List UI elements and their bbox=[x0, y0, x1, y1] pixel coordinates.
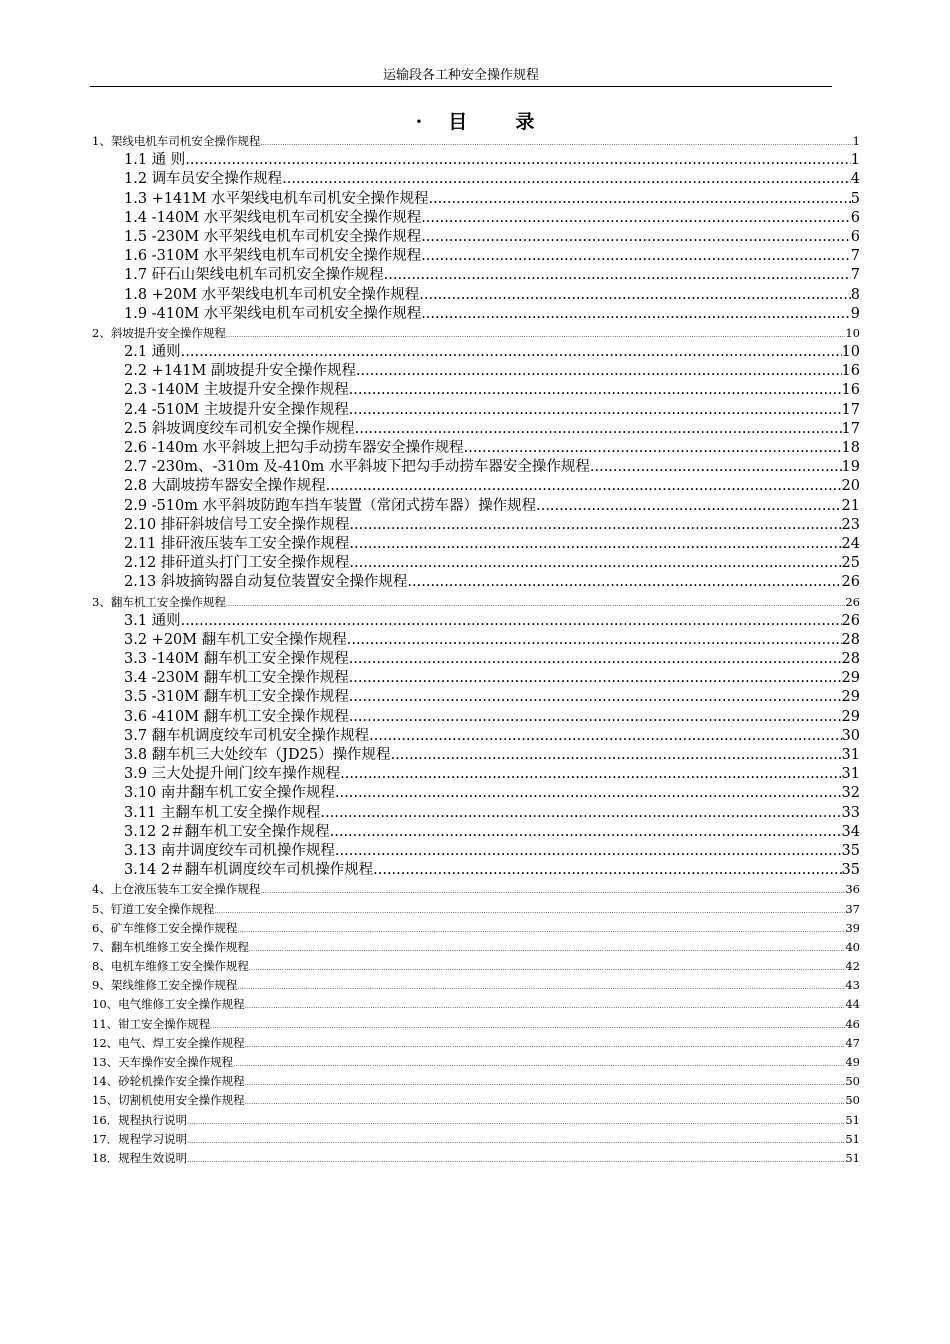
toc-entry-title: 2.12 排矸道头打门工安全操作规程 bbox=[124, 555, 350, 572]
toc-entry-title: 3.2 +20M 翻车机工安全操作规程 bbox=[124, 631, 347, 648]
toc-entry-title: 13、天车操作安全操作规程 bbox=[92, 1055, 234, 1069]
toc-page-number: 24 bbox=[841, 535, 860, 552]
toc-page-number: 17 bbox=[841, 401, 860, 418]
toc-page-number: 7 bbox=[850, 267, 860, 284]
toc-dot-leader bbox=[260, 134, 852, 151]
toc-chapter-entry[interactable] bbox=[92, 1149, 860, 1168]
toc-chapter-entry[interactable] bbox=[92, 1111, 860, 1130]
toc-section-entry[interactable] bbox=[92, 727, 860, 746]
toc-dot-leader bbox=[282, 170, 851, 189]
toc-section-entry[interactable] bbox=[92, 362, 860, 381]
toc-dot-leader bbox=[355, 420, 842, 439]
toc-page-number: 7 bbox=[850, 248, 860, 265]
toc-entry-title: 1.1 通 则 bbox=[124, 152, 186, 169]
toc-entry-title: 2.10 排矸斜坡信号工安全操作规程 bbox=[124, 516, 350, 533]
toc-entry-title: 1、架线电机车司机安全操作规程 bbox=[92, 134, 261, 148]
toc-section-entry[interactable] bbox=[92, 228, 860, 247]
toc-entry-title: 2.6 -140m 水平斜坡上把勾手动捞车器安全操作规程 bbox=[124, 440, 464, 456]
toc-dot-leader bbox=[210, 1017, 845, 1034]
toc-section-entry[interactable] bbox=[92, 477, 860, 496]
toc-dot-leader bbox=[407, 573, 841, 592]
toc-dot-leader bbox=[349, 535, 841, 554]
toc-entry-title: 2.8 大副坡捞车器安全操作规程 bbox=[124, 478, 326, 495]
toc-entry-title: 3.11 主翻车机工安全操作规程 bbox=[124, 804, 321, 821]
toc-page-number: 16 bbox=[841, 382, 860, 399]
toc-section-entry[interactable] bbox=[92, 631, 860, 650]
toc-page-number: 16 bbox=[841, 363, 860, 380]
toc-entry-title: 1.8 +20M 水平架线电机车司机安全操作规程 bbox=[124, 286, 420, 303]
toc-page-number: 4 bbox=[850, 171, 860, 188]
toc-entry-title: 3、翻车机工安全操作规程 bbox=[92, 594, 226, 609]
toc-entry-title: 6、矿车维修工安全操作规程 bbox=[92, 920, 238, 935]
toc-chapter-entry[interactable] bbox=[92, 957, 860, 976]
toc-section-entry[interactable] bbox=[92, 439, 860, 458]
toc-page-number: 9 bbox=[850, 305, 860, 322]
table-of-contents bbox=[92, 132, 860, 1168]
toc-dot-leader bbox=[335, 842, 842, 861]
toc-section-entry[interactable] bbox=[92, 804, 860, 823]
toc-entry-title: 11、钳工安全操作规程 bbox=[92, 1016, 211, 1031]
toc-page-number: 37 bbox=[845, 901, 860, 916]
toc-section-entry[interactable] bbox=[92, 554, 860, 573]
toc-page-number: 25 bbox=[841, 555, 860, 572]
toc-entry-title: 2.9 -510m 水平斜坡防跑车挡车装置（常闭式捞车器）操作规程 bbox=[124, 497, 537, 514]
toc-dot-leader bbox=[237, 921, 845, 938]
toc-section-entry[interactable] bbox=[92, 266, 860, 285]
toc-dot-leader bbox=[233, 1055, 845, 1072]
toc-dot-leader bbox=[245, 1036, 846, 1053]
toc-entry-title: 1.3 +141M 水平架线电机车司机安全操作规程 bbox=[124, 190, 429, 207]
toc-dot-leader bbox=[249, 940, 846, 957]
toc-dot-leader bbox=[330, 823, 842, 842]
toc-entry-title: 2.3 -140M 主坡提升安全操作规程 bbox=[124, 382, 349, 399]
toc-page-number: 35 bbox=[841, 842, 860, 859]
toc-entry-title: 9、架线维修工安全操作规程 bbox=[92, 978, 238, 993]
toc-dot-leader bbox=[249, 959, 846, 976]
toc-dot-leader bbox=[335, 784, 842, 803]
toc-entry-title: 1.2 调车员安全操作规程 bbox=[124, 171, 283, 188]
toc-dot-leader bbox=[349, 381, 842, 400]
toc-dot-leader bbox=[245, 1074, 846, 1091]
toc-dot-leader bbox=[349, 516, 841, 535]
toc-dot-leader bbox=[349, 688, 842, 707]
toc-dot-leader bbox=[181, 612, 842, 631]
toc-entry-title: 1.6 -310M 水平架线电机车司机安全操作规程 bbox=[124, 248, 422, 265]
toc-dot-leader bbox=[226, 595, 846, 612]
toc-section-entry[interactable] bbox=[92, 861, 860, 880]
toc-chapter-entry[interactable] bbox=[92, 976, 860, 995]
toc-page-number: 43 bbox=[845, 978, 860, 993]
toc-section-entry[interactable] bbox=[92, 535, 860, 554]
toc-dot-leader bbox=[421, 305, 851, 324]
toc-dot-leader bbox=[428, 190, 850, 209]
toc-section-entry[interactable] bbox=[92, 381, 860, 400]
toc-section-entry[interactable] bbox=[92, 420, 860, 439]
toc-dot-leader bbox=[421, 247, 851, 266]
toc-chapter-entry[interactable] bbox=[92, 1053, 860, 1072]
toc-page-number: 51 bbox=[845, 1131, 860, 1146]
toc-page-number: 26 bbox=[845, 594, 860, 609]
toc-entry-title: 3.3 -140M 翻车机工安全操作规程 bbox=[124, 651, 349, 668]
toc-page-number: 51 bbox=[845, 1150, 860, 1165]
toc-section-entry[interactable] bbox=[92, 669, 860, 688]
toc-entry-title: 10、电气维修工安全操作规程 bbox=[92, 997, 245, 1012]
toc-dot-leader bbox=[590, 458, 842, 477]
toc-entry-title: 3.9 三大处提升闸门绞车操作规程 bbox=[124, 766, 341, 783]
toc-dot-leader bbox=[245, 1093, 846, 1110]
toc-entry-title: 3.7 翻车机调度绞车司机安全操作规程 bbox=[124, 727, 370, 744]
toc-section-entry[interactable] bbox=[92, 151, 860, 170]
toc-chapter-entry[interactable] bbox=[92, 593, 860, 612]
toc-page-number: 32 bbox=[841, 785, 860, 802]
toc-entry-title: 4、上仓液压装车工安全操作规程 bbox=[92, 882, 261, 897]
toc-dot-leader bbox=[536, 497, 841, 516]
toc-dot-leader bbox=[347, 631, 842, 650]
toc-entry-title: 3.8 翻车机三大处绞车（JD25）操作规程 bbox=[124, 747, 391, 763]
toc-dot-leader bbox=[214, 902, 845, 919]
toc-section-entry[interactable] bbox=[92, 305, 860, 324]
toc-entry-title: 2、斜坡提升安全操作规程 bbox=[92, 325, 226, 340]
toc-page-number: 18 bbox=[841, 440, 860, 456]
toc-page-number: 20 bbox=[841, 478, 860, 495]
toc-page-number: 29 bbox=[841, 670, 860, 687]
toc-chapter-entry[interactable] bbox=[92, 1072, 860, 1091]
toc-dot-leader bbox=[464, 439, 842, 458]
toc-entry-title: 2.4 -510M 主坡提升安全操作规程 bbox=[124, 401, 349, 418]
toc-dot-leader bbox=[181, 343, 842, 362]
toc-entry-title: 5、钉道工安全操作规程 bbox=[92, 901, 215, 916]
toc-page-number: 29 bbox=[841, 689, 860, 706]
toc-entry-title: 2.11 排矸液压装车工安全操作规程 bbox=[124, 535, 350, 552]
toc-dot-leader bbox=[421, 209, 851, 228]
toc-page-number: 47 bbox=[845, 1035, 860, 1050]
toc-section-entry[interactable] bbox=[92, 842, 860, 861]
toc-dot-leader bbox=[237, 978, 845, 995]
toc-page-number: 1 bbox=[850, 152, 860, 169]
toc-entry-title: 12、电气、焊工安全操作规程 bbox=[92, 1035, 245, 1050]
toc-page-number: 29 bbox=[841, 708, 860, 725]
toc-dot-leader bbox=[356, 362, 842, 381]
toc-page-number: 39 bbox=[845, 920, 860, 935]
toc-section-entry[interactable] bbox=[92, 823, 860, 842]
toc-entry-title: 2.1 通则 bbox=[124, 344, 181, 361]
toc-page-number: 42 bbox=[845, 959, 860, 974]
toc-page-number: 40 bbox=[845, 939, 860, 954]
toc-dot-leader bbox=[245, 997, 846, 1014]
toc-chapter-entry[interactable] bbox=[92, 938, 860, 957]
toc-section-entry[interactable] bbox=[92, 765, 860, 784]
toc-section-entry[interactable] bbox=[92, 401, 860, 420]
toc-dot-leader bbox=[349, 650, 842, 669]
toc-dot-leader bbox=[391, 746, 842, 765]
toc-page-number: 26 bbox=[841, 612, 860, 629]
toc-dot-leader bbox=[326, 477, 842, 496]
toc-section-entry[interactable] bbox=[92, 746, 860, 765]
toc-entry-title: 15、切割机使用安全操作规程 bbox=[92, 1093, 245, 1108]
toc-section-entry[interactable] bbox=[92, 170, 860, 189]
toc-dot-leader bbox=[373, 861, 841, 880]
toc-section-entry[interactable] bbox=[92, 650, 860, 669]
toc-entry-title: 1.4 -140M 水平架线电机车司机安全操作规程 bbox=[124, 209, 422, 226]
toc-page-number: 50 bbox=[845, 1093, 860, 1108]
toc-dot-leader bbox=[419, 286, 851, 305]
running-header-title: 运输段各工种安全操作规程 bbox=[382, 68, 539, 83]
toc-page-number: 26 bbox=[841, 574, 860, 591]
toc-page-number: 30 bbox=[841, 727, 860, 744]
toc-entry-title: 1.9 -410M 水平架线电机车司机安全操作规程 bbox=[124, 305, 422, 322]
toc-chapter-entry[interactable] bbox=[92, 1015, 860, 1034]
toc-entry-title: 1.7 矸石山架线电机车司机安全操作规程 bbox=[124, 267, 384, 284]
toc-page-number: 10 bbox=[845, 325, 860, 340]
toc-entry-title: 3.1 通则 bbox=[124, 612, 181, 629]
toc-page-number: 23 bbox=[841, 516, 860, 533]
toc-page-number: 34 bbox=[841, 823, 860, 840]
toc-heading-char-1: 目 bbox=[448, 111, 468, 133]
toc-section-entry[interactable] bbox=[92, 190, 860, 209]
toc-dot-leader bbox=[185, 151, 850, 170]
toc-section-entry[interactable] bbox=[92, 612, 860, 631]
toc-page-number: 35 bbox=[841, 862, 860, 879]
toc-page-number: 1 bbox=[852, 134, 860, 148]
toc-section-entry[interactable] bbox=[92, 247, 860, 266]
toc-entry-title: 3.13 南井调度绞车司机操作规程 bbox=[124, 842, 335, 859]
toc-section-entry[interactable] bbox=[92, 286, 860, 305]
toc-page-number: 5 bbox=[850, 190, 860, 207]
toc-page-number: 10 bbox=[841, 344, 860, 361]
toc-page-number: 46 bbox=[845, 1016, 860, 1031]
toc-section-entry[interactable] bbox=[92, 209, 860, 228]
toc-chapter-entry[interactable] bbox=[92, 1091, 860, 1110]
toc-section-entry[interactable] bbox=[92, 784, 860, 803]
toc-section-entry[interactable] bbox=[92, 573, 860, 592]
toc-chapter-entry[interactable] bbox=[92, 880, 860, 899]
toc-dot-leader bbox=[349, 401, 842, 420]
toc-chapter-entry[interactable] bbox=[92, 995, 860, 1014]
toc-page-number: 19 bbox=[841, 459, 860, 476]
toc-page-number: 6 bbox=[850, 228, 860, 245]
toc-dot-leader bbox=[384, 266, 851, 285]
toc-entry-title: 3.12 2＃翻车机工安全操作规程 bbox=[124, 823, 330, 840]
toc-page-number: 8 bbox=[850, 286, 860, 303]
toc-dot-leader bbox=[349, 669, 842, 688]
toc-dot-leader bbox=[421, 228, 851, 247]
toc-dot-leader bbox=[260, 882, 845, 899]
toc-page-number: 17 bbox=[841, 420, 860, 437]
toc-heading-bullet: · bbox=[415, 111, 423, 133]
toc-entry-title: 18．规程生效说明 bbox=[92, 1150, 188, 1165]
toc-entry-title: 3.4 -230M 翻车机工安全操作规程 bbox=[124, 670, 349, 687]
toc-entry-title: 17．规程学习说明 bbox=[92, 1131, 188, 1146]
toc-entry-title: 7、翻车机维修工安全操作规程 bbox=[92, 939, 249, 954]
toc-entry-title: 14、砂轮机操作安全操作规程 bbox=[92, 1074, 245, 1089]
toc-entry-title: 2.5 斜坡调度绞车司机安全操作规程 bbox=[124, 420, 355, 437]
toc-dot-leader bbox=[369, 727, 841, 746]
toc-page-number: 6 bbox=[850, 209, 860, 226]
toc-page-number: 33 bbox=[841, 804, 860, 821]
toc-page-number: 21 bbox=[841, 497, 860, 514]
toc-entry-title: 2.7 -230m、-310m 及-410m 水平斜坡下把勾手动捞车器安全操作规程 bbox=[124, 459, 590, 476]
toc-page-number: 31 bbox=[841, 747, 860, 763]
toc-entry-title: 16．规程执行说明 bbox=[92, 1112, 188, 1127]
toc-entry-title: 2.2 +141M 副坡提升安全操作规程 bbox=[124, 363, 356, 380]
toc-entry-title: 2.13 斜坡摘钩器自动复位装置安全操作规程 bbox=[124, 574, 408, 591]
toc-dot-leader bbox=[349, 708, 842, 727]
toc-entry-title: 3.10 南井翻车机工安全操作规程 bbox=[124, 785, 335, 802]
toc-dot-leader bbox=[187, 1151, 845, 1168]
toc-section-entry[interactable] bbox=[92, 343, 860, 362]
toc-section-entry[interactable] bbox=[92, 497, 860, 516]
toc-page-number: 28 bbox=[841, 651, 860, 668]
toc-dot-leader bbox=[349, 554, 841, 573]
toc-page-number: 36 bbox=[845, 882, 860, 897]
toc-entry-title: 3.5 -310M 翻车机工安全操作规程 bbox=[124, 689, 349, 706]
toc-dot-leader bbox=[187, 1113, 845, 1130]
toc-entry-title: 8、电机车维修工安全操作规程 bbox=[92, 959, 249, 974]
toc-chapter-entry[interactable] bbox=[92, 1034, 860, 1053]
header-rule bbox=[90, 86, 832, 87]
toc-entry-title: 1.5 -230M 水平架线电机车司机安全操作规程 bbox=[124, 228, 422, 245]
toc-page-number: 28 bbox=[841, 631, 860, 648]
toc-chapter-entry[interactable] bbox=[92, 919, 860, 938]
toc-chapter-entry[interactable] bbox=[92, 900, 860, 919]
toc-chapter-entry[interactable] bbox=[92, 324, 860, 343]
toc-page-number: 50 bbox=[845, 1074, 860, 1089]
toc-page-number: 49 bbox=[845, 1055, 860, 1069]
toc-section-entry[interactable] bbox=[92, 688, 860, 707]
toc-chapter-entry[interactable] bbox=[92, 1130, 860, 1149]
toc-page-number: 51 bbox=[845, 1112, 860, 1127]
toc-section-entry[interactable] bbox=[92, 708, 860, 727]
toc-page-number: 31 bbox=[841, 766, 860, 783]
toc-entry-title: 3.6 -410M 翻车机工安全操作规程 bbox=[124, 708, 349, 725]
toc-heading-char-2: 录 bbox=[515, 111, 535, 133]
toc-dot-leader bbox=[320, 804, 841, 823]
toc-section-entry[interactable] bbox=[92, 516, 860, 535]
toc-dot-leader bbox=[340, 765, 841, 784]
toc-dot-leader bbox=[226, 326, 846, 343]
toc-page-number: 44 bbox=[845, 997, 860, 1012]
toc-section-entry[interactable] bbox=[92, 458, 860, 477]
toc-chapter-entry[interactable] bbox=[92, 132, 860, 151]
toc-dot-leader bbox=[187, 1132, 845, 1149]
toc-entry-title: 3.14 2＃翻车机调度绞车司机操作规程 bbox=[124, 862, 374, 879]
